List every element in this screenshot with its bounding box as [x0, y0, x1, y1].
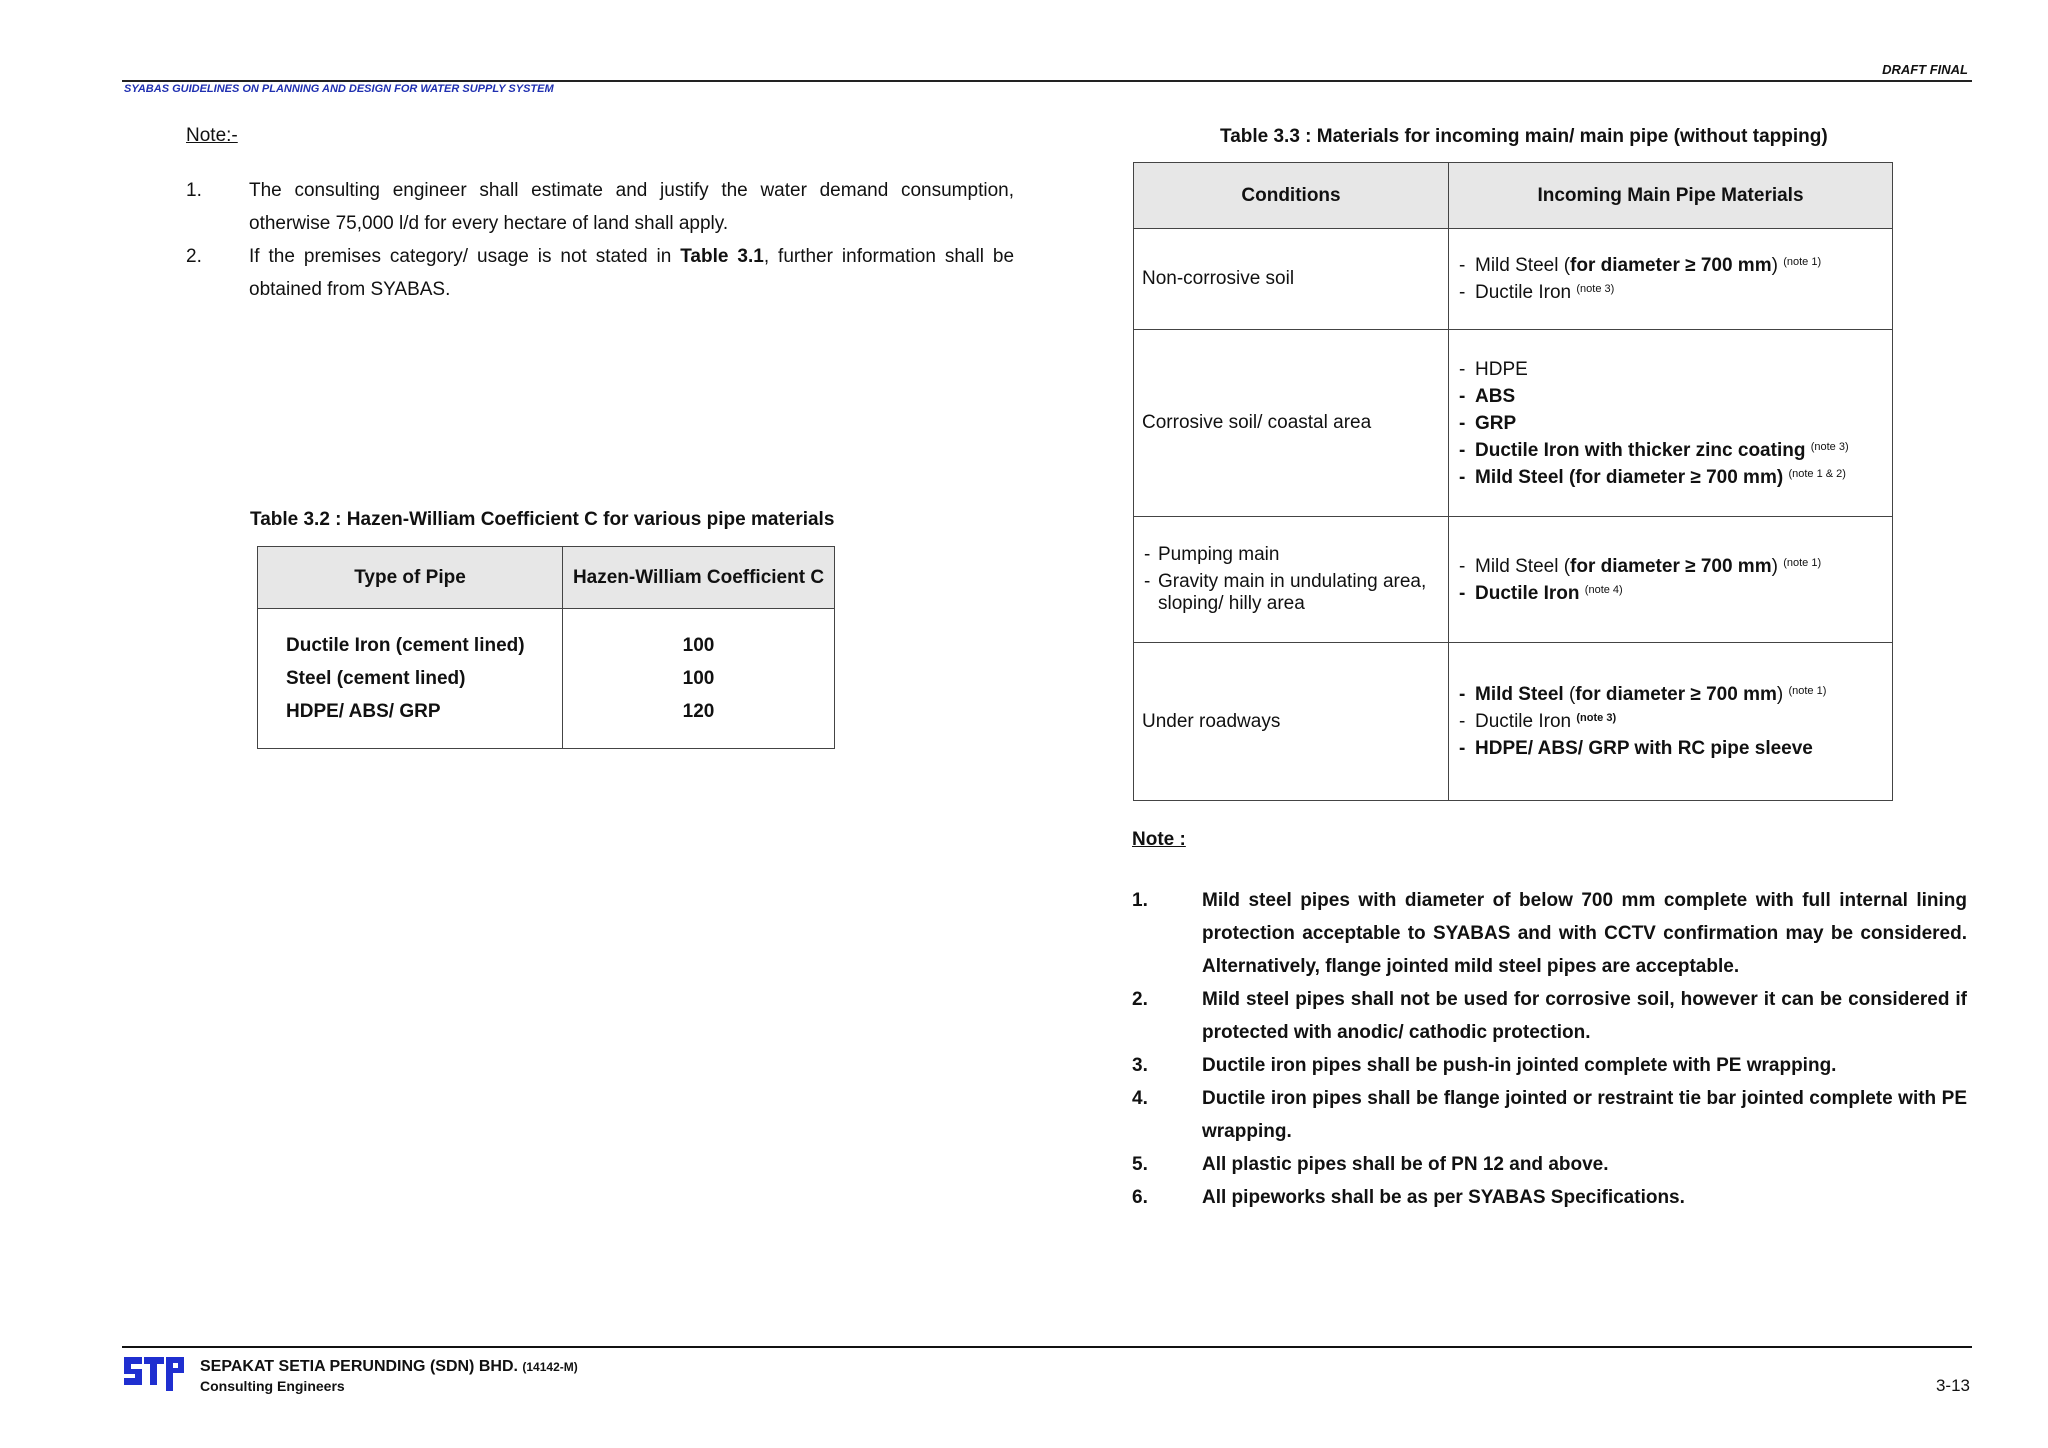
right-note-4 — [1132, 1082, 1967, 1148]
left-note-2 — [186, 240, 1014, 306]
material-item: - Mild Steel (for diameter ≥ 700 mm) $^{(note 1)}$ — [1459, 255, 1822, 276]
left-note-1-text: The consulting engineer shall estimate and justify the water demand consumption, otherwise 75,000 l/d for every hectare of land shall apply. — [249, 180, 1014, 234]
table32-types-cell — [258, 609, 563, 749]
right-note-3-number: 3. — [1132, 1055, 1148, 1076]
right-note-1-number: 1. — [1132, 890, 1148, 911]
table33-condition-corrosive: Corrosive soil/ coastal area — [1134, 330, 1449, 517]
material-item: - HDPE — [1459, 358, 1528, 380]
table33-materials-row3 — [1449, 517, 1893, 643]
left-note-label: Note:- — [186, 125, 238, 146]
table32-values-cell — [563, 609, 835, 749]
right-note-6-text: All pipeworks shall be as per SYABAS Specifications. — [1202, 1187, 1685, 1208]
table33-condition-pumping — [1134, 517, 1449, 643]
table33-materials-row4 — [1449, 643, 1893, 801]
material-item: - Mild Steel (for diameter ≥ 700 mm) $^{(note 1)}$ — [1459, 555, 1822, 577]
left-note-2-number: 2. — [186, 246, 202, 267]
header-draft-final: DRAFT FINAL — [1882, 62, 1968, 77]
right-note-4-number: 4. — [1132, 1088, 1148, 1109]
right-note-1 — [1132, 884, 1967, 983]
condition-item: - Pumping main — [1144, 544, 1280, 565]
footer-rule — [122, 1346, 1972, 1348]
material-item: - Ductile Iron $^{(note 4)}$ — [1459, 582, 1623, 604]
left-note-1-number: 1. — [186, 180, 202, 201]
right-note-2 — [1132, 983, 1967, 1049]
table33-condition-non-corrosive: Non-corrosive soil — [1134, 229, 1449, 330]
right-note-6 — [1132, 1181, 1967, 1214]
table33-materials-row2 — [1449, 330, 1893, 517]
table33-header-materials: Incoming Main Pipe Materials — [1449, 163, 1893, 229]
table32-row-value: 100 — [682, 668, 715, 689]
page-number: 3-13 — [1935, 1376, 1970, 1395]
right-note-6-number: 6. — [1132, 1187, 1148, 1208]
table32-row-value: 100 — [682, 635, 715, 656]
right-note-5-number: 5. — [1132, 1154, 1148, 1175]
condition-item: - Gravity main in undulating area, sloping/ hilly area — [1144, 571, 1427, 614]
table32-row-type: HDPE/ ABS/ GRP — [286, 701, 441, 722]
table32-row-value: 120 — [682, 701, 715, 722]
left-note-1 — [186, 174, 1014, 240]
table33-header-conditions: Conditions — [1134, 163, 1449, 229]
table33 — [1133, 162, 1893, 801]
right-note-label: Note : — [1132, 829, 1186, 850]
material-item: - Ductile Iron with thicker zinc coating $^{(note 3)}$ — [1459, 439, 1849, 461]
right-note-3 — [1132, 1049, 1967, 1082]
footer-company: SEPAKAT SETIA PERUNDING (SDN) BHD. (14142-M) — [200, 1358, 578, 1375]
header-document-title: SYABAS GUIDELINES ON PLANNING AND DESIGN FOR WATER SUPPLY SYSTEM — [124, 83, 554, 95]
material-item: - Ductile Iron $^{(note 3)}$ — [1459, 711, 1617, 732]
table33-caption: Table 3.3 : Materials for incoming main/ main pipe (without tapping) — [1220, 126, 1828, 147]
table32-row-type: Ductile Iron (cement lined) — [286, 635, 525, 656]
right-note-3-text: Ductile iron pipes shall be push-in jointed complete with PE wrapping. — [1202, 1055, 1837, 1076]
left-note-2-text: If the premises category/ usage is not stated in Table 3.1, further information shall be obtained from SYABAS. — [249, 246, 1015, 300]
footer-subtitle: Consulting Engineers — [200, 1378, 345, 1394]
material-item: - HDPE/ ABS/ GRP with RC pipe sleeve — [1459, 738, 1813, 759]
company-logo-icon — [124, 1357, 184, 1391]
material-item: - Ductile Iron $^{(note 3)}$ — [1459, 282, 1615, 303]
right-note-2-text: Mild steel pipes shall not be used for corrosive soil, however it can be considered if protected with anodic/ cathodic protection. — [1202, 989, 1967, 1043]
right-note-5 — [1132, 1148, 1967, 1181]
material-item: - Mild Steel (for diameter ≥ 700 mm) $^{(note 1)}$ — [1459, 684, 1827, 705]
material-item: - Mild Steel (for diameter ≥ 700 mm) $^{(note 1 \& 2)}$ — [1459, 466, 1846, 488]
table32 — [257, 546, 835, 749]
material-item: - GRP — [1459, 412, 1517, 434]
header-rule — [122, 80, 1972, 82]
right-note-2-number: 2. — [1132, 989, 1148, 1010]
right-note-5-text: All plastic pipes shall be of PN 12 and above. — [1202, 1154, 1609, 1175]
table32-header-coefficient: Hazen-William Coefficient C — [563, 547, 835, 609]
table33-condition-roadways: Under roadways — [1134, 643, 1449, 801]
material-item: - ABS — [1459, 385, 1516, 407]
table32-row-type: Steel (cement lined) — [286, 668, 466, 689]
table32-caption: Table 3.2 : Hazen-William Coefficient C for various pipe materials — [250, 509, 835, 530]
table33-materials-row1 — [1449, 229, 1893, 330]
right-note-4-text: Ductile iron pipes shall be flange jointed or restraint tie bar jointed complete with PE wrapping. — [1202, 1088, 1967, 1142]
table32-header-type: Type of Pipe — [258, 547, 563, 609]
right-note-1-text: Mild steel pipes with diameter of below 700 mm complete with full internal lining protection acceptable to SYABAS and with CCTV confirmation may be considered. Alternatively, flange jointed mild steel pipes are acceptable. — [1202, 890, 1967, 977]
